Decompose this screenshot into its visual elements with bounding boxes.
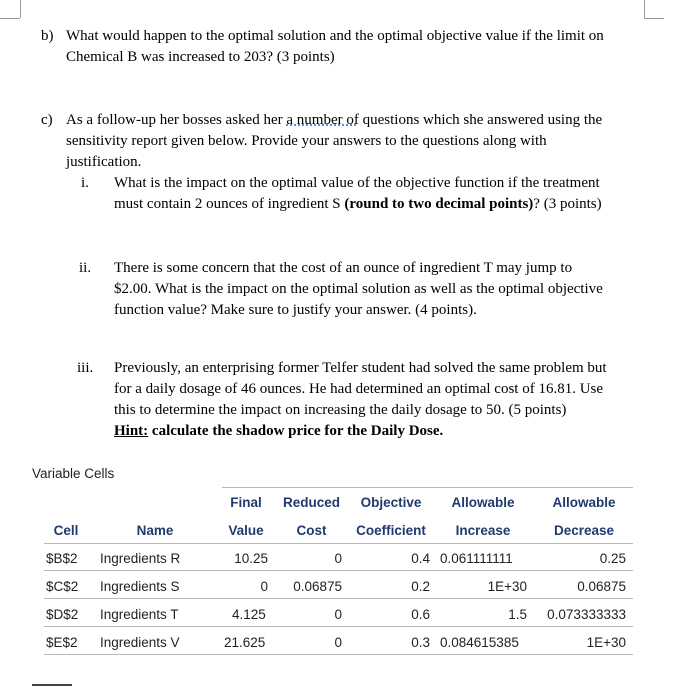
subquestion-ii-line-2: $2.00. What is the impact on the optimal solution as well as the optimal objective bbox=[114, 281, 603, 297]
table-cell-reduced-cost: 0 bbox=[334, 607, 342, 622]
table-cell-reduced-cost: 0 bbox=[334, 551, 342, 566]
table-cell-final-value: 10.25 bbox=[234, 551, 268, 566]
cut-off-text-fragment bbox=[32, 684, 72, 686]
question-c-marker: c) bbox=[41, 112, 53, 128]
header-decrease: Decrease bbox=[553, 523, 615, 538]
table-cell-allowable-decrease: 0.06875 bbox=[577, 579, 626, 594]
question-b-line-1: What would happen to the optimal solution and the optimal objective value if the limit on bbox=[66, 28, 604, 44]
table-cell-reduced-cost: 0 bbox=[334, 635, 342, 650]
subquestion-iii-line-2: for a daily dosage of 46 ounces. He had determined an optimal cost of 16.81. Use bbox=[114, 381, 604, 397]
hint-text: calculate the shadow price for the Daily Dose. bbox=[148, 423, 444, 439]
row-rule bbox=[44, 570, 633, 571]
header-cell: Cell bbox=[53, 523, 79, 538]
table-cell-allowable-increase: 0.061111111 bbox=[440, 551, 513, 566]
header-name: Name bbox=[136, 523, 174, 538]
table-cell-allowable-decrease: 1E+30 bbox=[586, 635, 626, 650]
table-cell-final-value: 0 bbox=[260, 579, 268, 594]
row-rule bbox=[44, 598, 633, 599]
table-cell-objective-coefficient: 0.3 bbox=[411, 635, 430, 650]
subquestion-i-text: must contain 2 ounces of ingredient S bbox=[114, 196, 345, 212]
rounding-instruction: (round to two decimal points) bbox=[344, 196, 534, 212]
header-rule bbox=[44, 543, 633, 544]
table-cell-name: Ingredients S bbox=[100, 579, 180, 594]
subquestion-iii-line-3: this to determine the impact on increasing the daily dosage to 50. (5 points) bbox=[114, 402, 567, 418]
hint-label: Hint: bbox=[114, 423, 149, 439]
table-cell-allowable-increase: 1E+30 bbox=[487, 579, 527, 594]
subquestion-iii-line-1: Previously, an enterprising former Telfer student had solved the same problem but bbox=[114, 360, 607, 376]
question-b-marker: b) bbox=[41, 28, 54, 44]
header-allowable-increase-top: Allowable bbox=[451, 495, 515, 510]
subquestion-i-points: ? (3 points) bbox=[533, 196, 602, 212]
question-c-text: As a follow-up her bosses asked her bbox=[66, 112, 287, 128]
table-cell-ref: $D$2 bbox=[46, 607, 79, 622]
question-c-text-end: questions which she answered using the bbox=[358, 112, 603, 128]
subquestion-ii-line-1: There is some concern that the cost of an ounce of ingredient T may jump to bbox=[114, 260, 573, 276]
table-cell-allowable-increase: 0.084615385 bbox=[440, 635, 519, 650]
subquestion-i-line-1: What is the impact on the optimal value of the objective function if the treatment bbox=[114, 175, 600, 191]
subquestion-ii-marker: ii. bbox=[79, 260, 92, 276]
table-cell-ref: $B$2 bbox=[46, 551, 78, 566]
header-coefficient: Coefficient bbox=[356, 523, 426, 538]
table-cell-allowable-decrease: 0.073333333 bbox=[547, 607, 626, 622]
table-cell-objective-coefficient: 0.4 bbox=[411, 551, 430, 566]
table-cell-reduced-cost: 0.06875 bbox=[293, 579, 342, 594]
subquestion-i-marker: i. bbox=[81, 175, 89, 191]
table-cell-allowable-increase: 1.5 bbox=[508, 607, 527, 622]
header-value: Value bbox=[228, 523, 264, 538]
question-b-line-2: Chemical B was increased to 203? (3 points) bbox=[66, 49, 335, 65]
table-cell-final-value: 4.125 bbox=[232, 607, 266, 622]
table-cell-final-value: 21.625 bbox=[224, 635, 266, 650]
subquestion-iii-marker: iii. bbox=[77, 360, 94, 376]
table-bottom-rule bbox=[44, 654, 633, 655]
table-cell-name: Ingredients T bbox=[100, 607, 179, 622]
header-final: Final bbox=[230, 495, 262, 510]
header-increase: Increase bbox=[455, 523, 511, 538]
spellcheck-underline-phrase[interactable]: a number of bbox=[286, 112, 359, 128]
row-rule bbox=[44, 626, 633, 627]
table-cell-name: Ingredients V bbox=[100, 635, 180, 650]
table-cell-objective-coefficient: 0.6 bbox=[411, 607, 430, 622]
table-top-rule bbox=[222, 487, 633, 488]
table-cell-allowable-decrease: 0.25 bbox=[599, 551, 626, 566]
header-cost: Cost bbox=[296, 523, 327, 538]
table-cell-ref: $E$2 bbox=[46, 635, 78, 650]
subquestion-ii-line-3: function value? Make sure to justify your answer. (4 points). bbox=[114, 302, 477, 318]
question-c-line-2: sensitivity report given below. Provide your answers to the questions along with bbox=[66, 133, 547, 149]
table-cell-objective-coefficient: 0.2 bbox=[411, 579, 430, 594]
header-allowable-decrease-top: Allowable bbox=[552, 495, 616, 510]
table-cell-ref: $C$2 bbox=[46, 579, 79, 594]
question-c-line-3: justification. bbox=[66, 154, 142, 170]
table-cell-name: Ingredients R bbox=[100, 551, 181, 566]
header-reduced: Reduced bbox=[282, 495, 340, 510]
header-objective: Objective bbox=[360, 495, 422, 510]
variable-cells-title: Variable Cells bbox=[32, 466, 115, 481]
